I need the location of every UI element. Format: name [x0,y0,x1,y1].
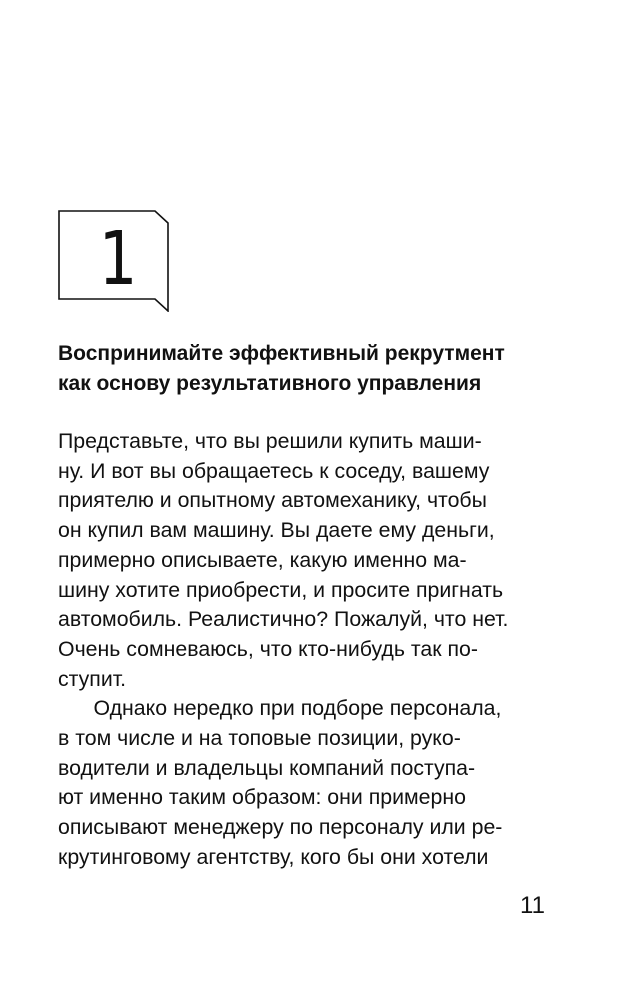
body-line: ют именно таким образом: они примерно [58,785,466,810]
body-line: шину хотите приобрести, и просите пригнать [58,577,504,602]
body-line: Очень сомневаюсь, что кто-нибудь так по- [58,636,478,661]
body-line: Однако нередко при подборе персонала, [58,696,502,721]
body-line: водители и владельцы компаний поступа- [58,755,476,780]
body-line: в том числе и на топовые позиции, руко- [58,726,461,751]
page-number: 11 [520,892,545,919]
body-text [58,427,588,873]
body-line: ну. И вот вы обращаетесь к соседу, вашему [58,458,490,483]
chapter-title [58,339,578,399]
body-line: приятелю и опытному автомеханику, чтобы [58,488,487,513]
body-line: он купил вам машину. Вы даете ему деньги, [58,518,495,543]
body-line: крутинговому агентству, кого бы они хотели [58,844,489,869]
body-line: ступит. [58,666,127,691]
body-line: описывают менеджеру по персоналу или ре- [58,815,503,840]
chapter-title-line: Воспринимайте эффективный рекрутмент [58,342,505,365]
body-line: Представьте, что вы решили купить маши- [58,429,482,453]
chapter-title-line: как основу результативного управления [58,372,482,395]
body-line: автомобиль. Реалистично? Пожалуй, что нет. [58,607,509,632]
chapter-number: 1 [98,216,138,302]
body-line: примерно описываете, какую именно ма- [58,547,467,572]
chapter-number-badge [58,210,170,312]
